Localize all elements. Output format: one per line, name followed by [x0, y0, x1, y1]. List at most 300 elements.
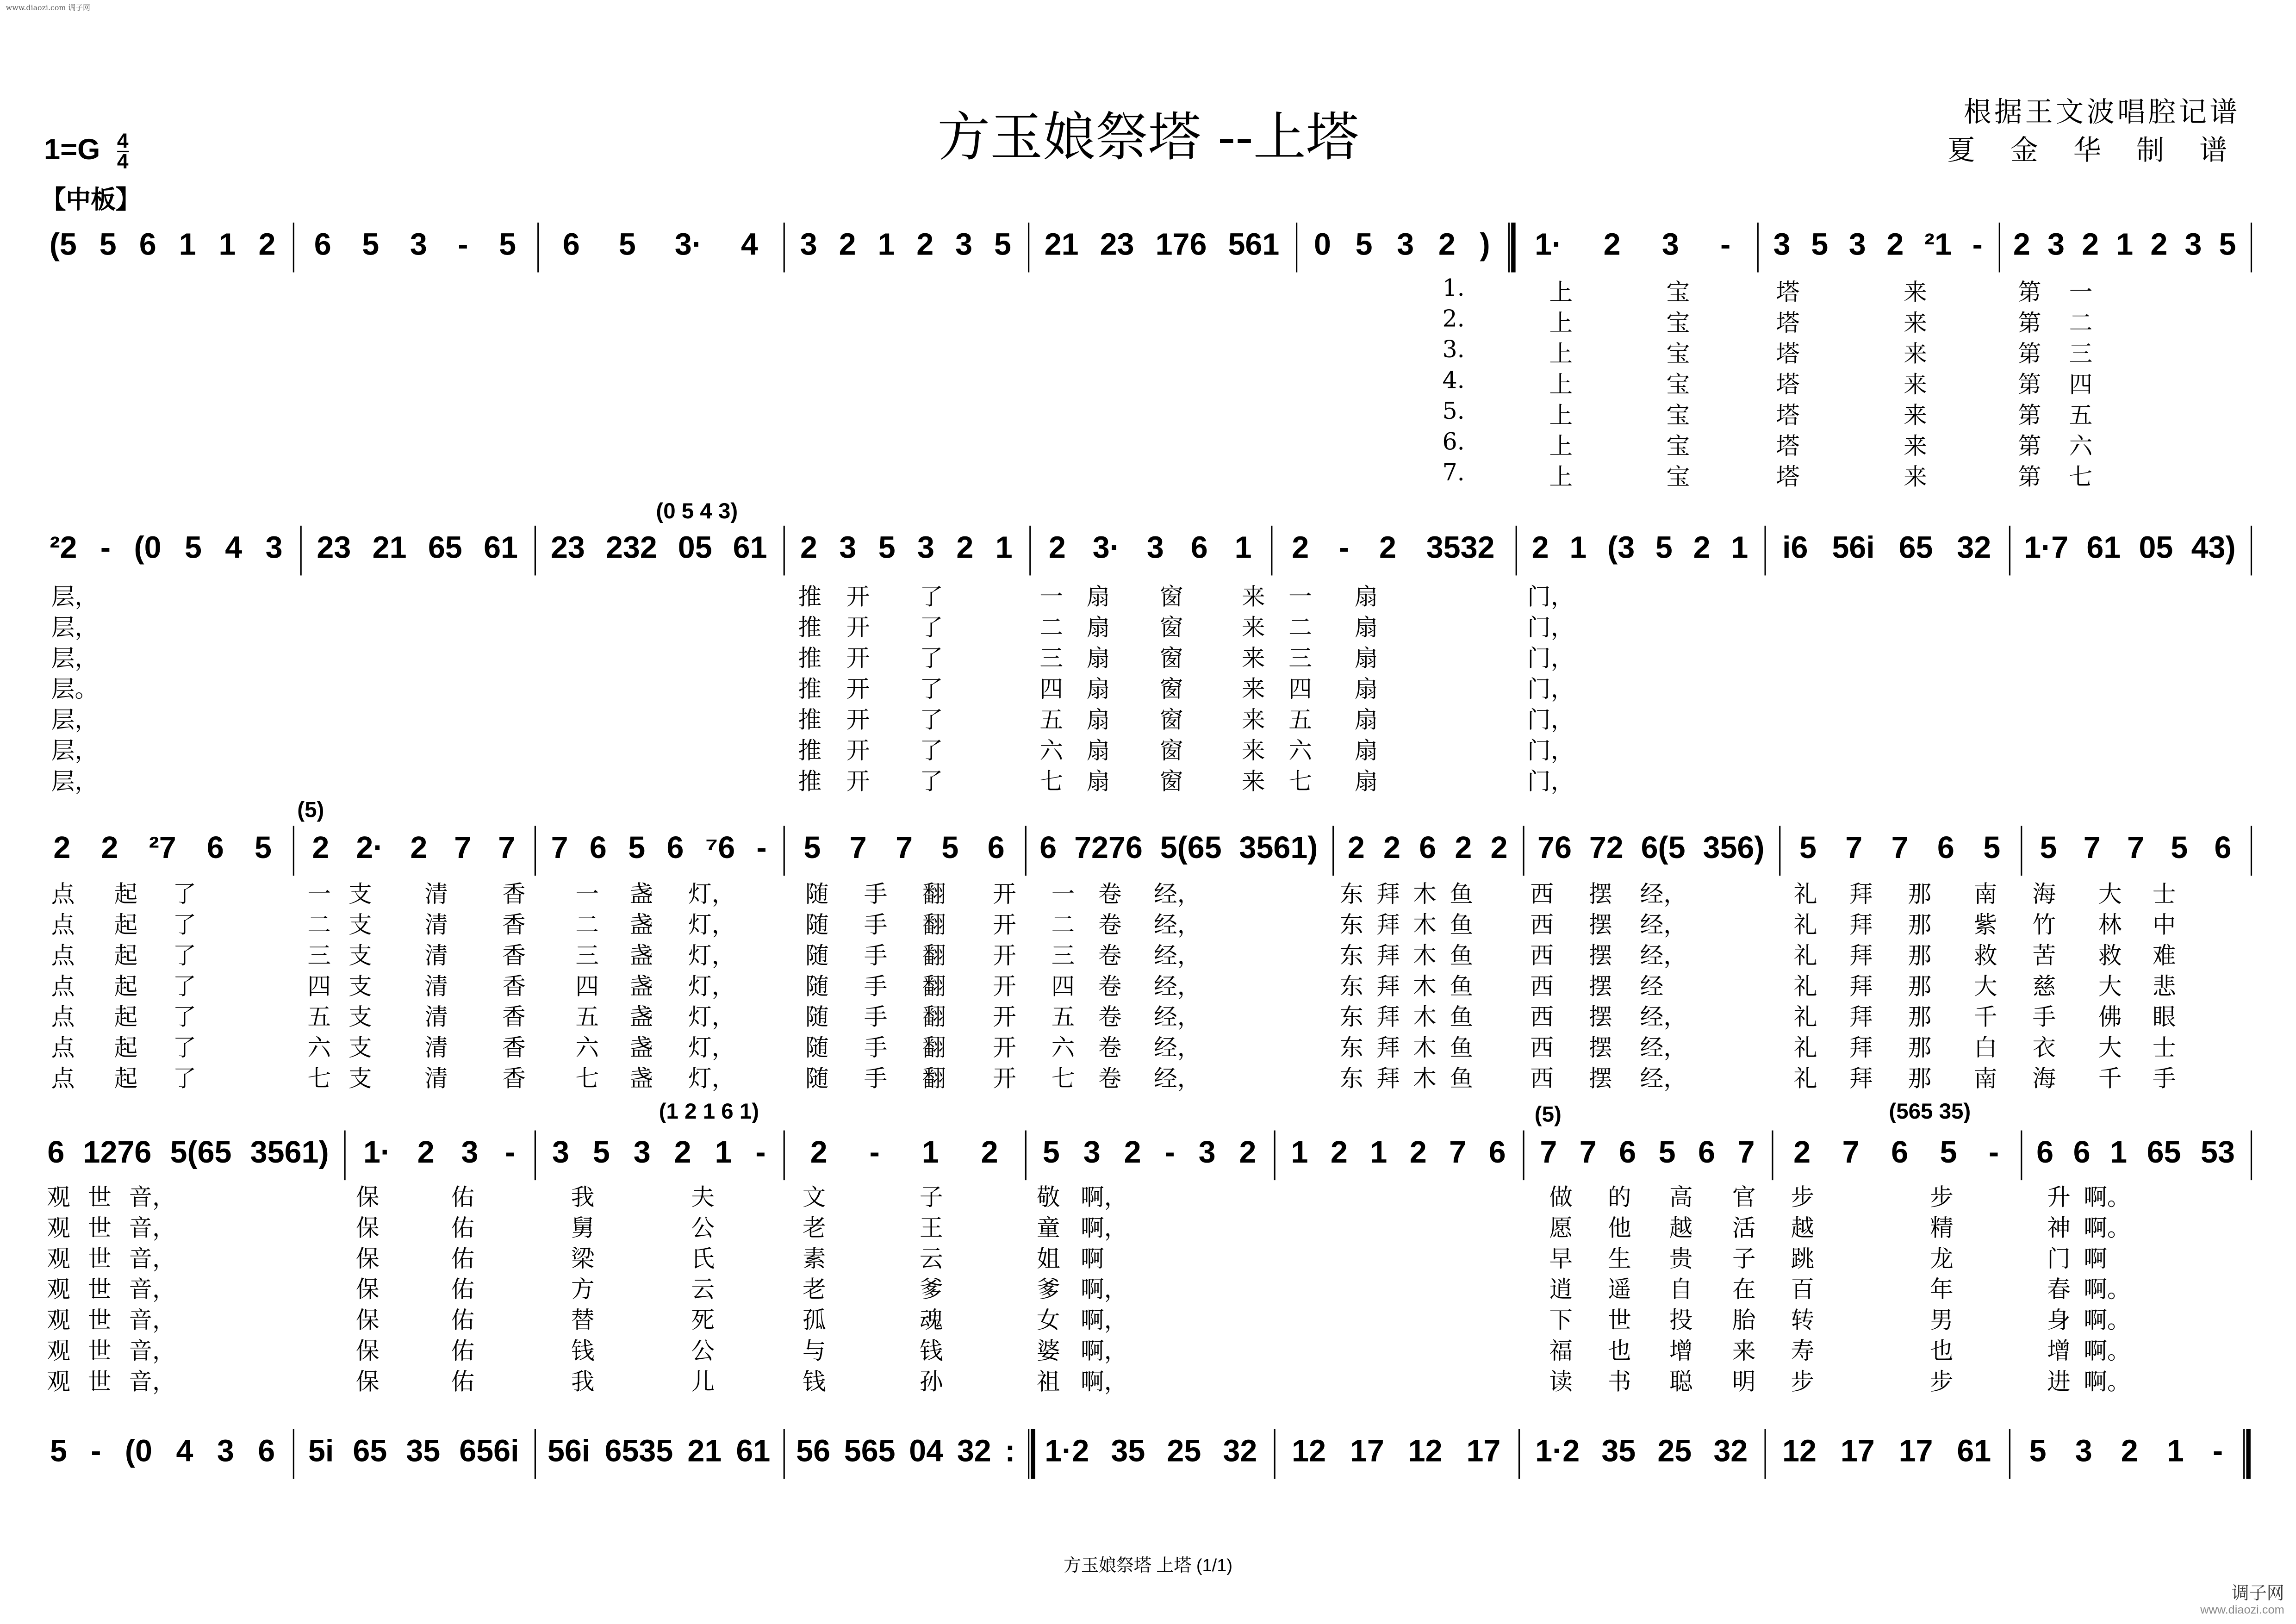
note-group: 2	[800, 531, 817, 566]
time-bottom: 4	[117, 149, 129, 173]
lyric-syllable: 老	[802, 1275, 826, 1303]
lyric-syllable: 灯，	[688, 1003, 735, 1031]
lyric-syllable: 紫	[1973, 910, 1997, 939]
lyric-syllable: 升	[2047, 1183, 2071, 1211]
note-group: 5	[184, 531, 202, 566]
lyric-syllable: 经，	[1640, 1064, 1687, 1093]
lyric-syllable: 舅	[571, 1213, 595, 1242]
lyric-syllable: 孙	[919, 1368, 943, 1396]
credit-source: 根据王文波唱腔记谱	[1963, 96, 2240, 129]
lyric-syllable: 扇	[1086, 705, 1110, 734]
lyric-syllable: 音，	[129, 1244, 176, 1273]
lyric-syllable: 三	[1288, 644, 1312, 672]
lyric-syllable: 王	[919, 1213, 943, 1242]
lyric-syllable: 官	[1732, 1183, 1756, 1211]
lyric-syllable: 与	[802, 1337, 826, 1365]
measure	[540, 823, 778, 876]
lyric-syllable: 经，	[1154, 1033, 1201, 1062]
lyric-syllable: 大	[2098, 972, 2122, 1000]
lyric-syllable: 那	[1908, 1033, 1932, 1062]
note-group: 1	[1370, 1136, 1388, 1170]
lyric-syllable: 拜	[1849, 941, 1873, 970]
note-group: 3	[1661, 228, 1679, 262]
note-group: 5	[362, 228, 380, 262]
lyric-syllable: 上	[1549, 278, 1573, 306]
measure	[1277, 523, 1510, 576]
lyric-syllable: 千	[2098, 1064, 2122, 1093]
lyric-syllable: 啊，	[1080, 1337, 1128, 1365]
note-group: 32	[1957, 531, 1991, 566]
lyric-syllable: 门，	[1527, 767, 1574, 795]
note-group: 6	[2036, 1136, 2054, 1170]
barline	[1332, 826, 1334, 876]
note-group: 25	[1167, 1435, 1201, 1469]
lyric-syllable: 层，	[51, 736, 99, 765]
lyric-syllable: 六	[1039, 736, 1064, 765]
note-group: 7276	[1074, 832, 1143, 865]
lyric-syllable: 佑	[451, 1213, 475, 1242]
measure	[789, 1127, 1019, 1180]
barline	[1029, 526, 1031, 576]
measure	[299, 823, 529, 876]
lyric-syllable: 下	[1549, 1306, 1573, 1334]
lyric-syllable: 了	[173, 880, 197, 908]
lyric-syllable: 窗	[1159, 613, 1183, 641]
lyric-syllable: 卷	[1098, 972, 1122, 1000]
note-group: 2	[1124, 1136, 1141, 1170]
barline	[1779, 826, 1781, 876]
lyric-syllable: 佑	[451, 1337, 475, 1365]
lyric-syllable: 保	[355, 1368, 380, 1396]
note-group: 3	[1397, 228, 1414, 262]
lyric-syllable: 灯，	[688, 880, 735, 908]
note-group: 565	[844, 1435, 896, 1469]
note-group: 2	[312, 832, 330, 865]
lyric-syllable: 做	[1549, 1183, 1573, 1211]
note-group: 2	[1292, 531, 1309, 566]
site-logo	[2200, 1583, 2284, 1618]
lyric-syllable: 公	[691, 1213, 715, 1242]
note-group: 5	[1811, 228, 1829, 262]
lyric-syllable: 卷	[1098, 941, 1122, 970]
note-group: 1	[1569, 531, 1587, 566]
lyric-syllable: 他	[1607, 1213, 1631, 1242]
measure	[299, 220, 531, 273]
watermark: www.diaozi.com 调子网	[6, 4, 90, 13]
lyric-syllable: 了	[919, 644, 943, 672]
note-group: 5	[1658, 1136, 1676, 1170]
note-group: 3	[461, 1136, 479, 1170]
barline	[1274, 1429, 1276, 1479]
lyric-syllable: 保	[355, 1306, 380, 1334]
barline	[300, 526, 302, 576]
lyric-syllable: 了	[173, 1003, 197, 1031]
note-group: 2	[981, 1136, 998, 1170]
lyric-syllable: 难	[2152, 941, 2176, 970]
note-group: i6	[1782, 531, 1808, 566]
lyric-syllable: 那	[1908, 880, 1932, 908]
lyric-syllable: 啊。	[2084, 1213, 2131, 1242]
note-group: 2	[1438, 228, 1456, 262]
lyric-syllable: 开	[846, 613, 870, 641]
lyric-syllable: 开	[846, 583, 870, 611]
lyric-syllable: 儿	[691, 1368, 715, 1396]
lyric-syllable: 转	[1791, 1306, 1815, 1334]
lyric-syllable: 逍	[1549, 1275, 1573, 1303]
note-group: 56i	[1832, 531, 1875, 566]
lyric-syllable: 海	[2032, 880, 2056, 908]
lyric-syllable: 木	[1413, 972, 1437, 1000]
note-group: 3	[2047, 228, 2065, 262]
note-group: (3	[1607, 531, 1635, 566]
lyric-syllable: 木	[1413, 910, 1437, 939]
note-group: 32	[1713, 1435, 1748, 1469]
note-group: (0	[134, 531, 162, 566]
lyric-syllable: 遥	[1607, 1275, 1631, 1303]
lyric-syllable: 点	[51, 880, 75, 908]
lyric-syllable: 开	[846, 644, 870, 672]
lyric-syllable: 起	[114, 1003, 138, 1031]
lyric-syllable: 第	[2017, 278, 2041, 306]
lyric-syllable: 层，	[51, 705, 99, 734]
note-group: 5	[878, 531, 896, 566]
lyric-syllable: 上	[1549, 462, 1573, 491]
lyric-syllable: 随	[805, 910, 829, 939]
lyric-syllable: 扇	[1354, 767, 1378, 795]
note-group: 3·	[674, 228, 702, 262]
note-group: -	[1164, 1136, 1175, 1170]
lyric-syllable: 第	[2017, 401, 2041, 429]
lyric-syllable: 西	[1530, 941, 1554, 970]
note-group: 1·	[1535, 228, 1562, 262]
lyric-syllable: 拜	[1849, 1003, 1873, 1031]
lyric-syllable: 了	[919, 583, 943, 611]
lyric-syllable: 支	[348, 910, 372, 939]
lyric-syllable: 了	[919, 675, 943, 703]
note-group: 6	[2214, 832, 2232, 865]
lyric-syllable: 宝	[1666, 401, 1690, 429]
measure	[2027, 1127, 2245, 1180]
note-group: 3	[265, 531, 283, 566]
note-group: 21	[372, 531, 407, 566]
note-group: (5	[49, 228, 77, 262]
lyric-syllable: 大	[2098, 1033, 2122, 1062]
measure	[2004, 220, 2245, 273]
note-group: 43)	[2191, 531, 2236, 566]
note-group: 3	[633, 1136, 651, 1170]
measure	[1529, 823, 1773, 876]
lyric-syllable: 也	[1607, 1337, 1631, 1365]
lyric-syllable: 贵	[1669, 1244, 1693, 1273]
lyric-syllable: 书	[1607, 1368, 1631, 1396]
lyric-syllable: 扇	[1354, 613, 1378, 641]
note-group: 3	[839, 531, 857, 566]
barline	[1999, 223, 2001, 273]
lyric-syllable: 夫	[691, 1183, 715, 1211]
note-group: 3	[917, 531, 935, 566]
lyric-syllable: 一	[1288, 583, 1312, 611]
lyric-syllable: 拜	[1376, 1033, 1400, 1062]
lyric-syllable: 宝	[1666, 309, 1690, 337]
note-group: 7	[1845, 832, 1863, 865]
note-group: 3	[955, 228, 973, 262]
note-group: 3	[1773, 228, 1791, 262]
lyric-syllable: 来	[1904, 278, 1927, 306]
note-group: 61	[733, 531, 767, 566]
lyric-syllable: 礼	[1793, 1064, 1817, 1093]
lyric-syllable: 点	[51, 1003, 75, 1031]
note-group: 2	[1330, 1136, 1348, 1170]
lyric-syllable: 在	[1732, 1275, 1756, 1303]
lyric-syllable: 东	[1339, 972, 1363, 1000]
note-group: 21	[1044, 228, 1079, 262]
lyric-syllable: 卷	[1098, 880, 1122, 908]
note-group: 65	[428, 531, 462, 566]
lyric-syllable: 翻	[922, 1064, 946, 1093]
lyric-syllable: 起	[114, 972, 138, 1000]
lyric-syllable: 早	[1549, 1244, 1573, 1273]
lyric-syllable: 观	[47, 1213, 70, 1242]
note-group: 5	[941, 832, 959, 865]
note-group: 7	[849, 832, 867, 865]
lyric-syllable: 扇	[1086, 583, 1110, 611]
note-group: -	[1988, 1136, 1999, 1170]
lyric-syllable: 手	[2032, 1003, 2056, 1031]
lyric-syllable: 投	[1669, 1306, 1693, 1334]
lyric-syllable: 增	[2047, 1337, 2071, 1365]
lyric-syllable: 音，	[129, 1213, 176, 1242]
lyric-syllable: 精	[1930, 1213, 1954, 1242]
note-group: 2	[1531, 531, 1549, 566]
lyric-syllable: 随	[805, 941, 829, 970]
lyric-syllable: 五	[1039, 705, 1064, 734]
lyric-syllable: 翻	[922, 941, 946, 970]
note-group: 1276	[83, 1136, 152, 1170]
lyric-syllable: 也	[1930, 1337, 1954, 1365]
measure	[1034, 1426, 1268, 1479]
lyric-syllable: 南	[1973, 1064, 1997, 1093]
note-group: 2	[839, 228, 856, 262]
lyric-syllable: 点	[51, 1033, 75, 1062]
lyric-syllable: 钱	[571, 1337, 595, 1365]
lyric-syllable: 卷	[1098, 910, 1122, 939]
lyric-syllable: 上	[1549, 401, 1573, 429]
lyric-syllable: 上	[1549, 340, 1573, 368]
lyric-syllable: 起	[114, 1064, 138, 1093]
annotation: (0 5 4 3)	[656, 499, 738, 524]
lyric-syllable: 西	[1530, 1064, 1554, 1093]
lyric-syllable: 龙	[1930, 1244, 1954, 1273]
annotation: (565 35)	[1889, 1100, 1971, 1125]
lyric-syllable: 推	[798, 705, 821, 734]
lyric-syllable: 第	[2017, 432, 2041, 460]
annotation: (5)	[1534, 1102, 1562, 1128]
note-group: 61	[736, 1435, 771, 1469]
note-group: 65	[1898, 531, 1933, 566]
note-group: 05	[678, 531, 712, 566]
note-group: 3	[1848, 228, 1866, 262]
note-group: 1·2	[1045, 1435, 1089, 1469]
note-group: 32	[957, 1435, 991, 1469]
note-group: -	[2213, 1435, 2223, 1469]
lyric-syllable: 支	[348, 972, 372, 1000]
lyric-syllable: 保	[355, 1213, 380, 1242]
barline	[784, 1131, 785, 1181]
lyric-syllable: 经，	[1640, 880, 1687, 908]
lyric-syllable: 四	[307, 972, 331, 1000]
lyric-syllable: 清	[424, 1003, 448, 1031]
note-group: 656i	[459, 1435, 519, 1469]
lyric-syllable: 一	[1051, 880, 1075, 908]
lyric-syllable: 四	[1039, 675, 1064, 703]
note-group: 6	[1488, 1136, 1506, 1170]
lyric-syllable: 身	[2047, 1306, 2071, 1334]
lyric-syllable: 拜	[1849, 1064, 1873, 1093]
lyric-syllable: 起	[114, 880, 138, 908]
lyric-syllable: 救	[1973, 941, 1997, 970]
lyric-syllable: 音，	[129, 1337, 176, 1365]
note-group: 1	[2110, 1136, 2128, 1170]
lyric-syllable: 素	[802, 1244, 826, 1273]
lyric-syllable: 拜	[1849, 1033, 1873, 1062]
lyric-syllable: 4.	[1442, 366, 1465, 394]
lyric-syllable: 明	[1732, 1368, 1756, 1396]
lyric-syllable: 婆	[1037, 1337, 1060, 1365]
measure	[306, 523, 529, 576]
lyric-syllable: 开	[846, 767, 870, 795]
lyric-syllable: 塔	[1776, 462, 1800, 491]
lyric-syllable: 音，	[129, 1275, 176, 1303]
measure	[1338, 823, 1517, 876]
note-group: 5	[1655, 531, 1673, 566]
lyric-syllable: 手	[864, 972, 888, 1000]
lyric-syllable: 白	[1973, 1033, 1997, 1062]
note-group: 2	[417, 1136, 435, 1170]
lyric-syllable: 开	[993, 1033, 1016, 1062]
lyric-syllable: 卷	[1098, 1033, 1122, 1062]
lyric-syllable: 层，	[51, 613, 99, 641]
lyric-syllable: 窗	[1159, 644, 1183, 672]
lyric-syllable: 寿	[1791, 1337, 1815, 1365]
lyric-syllable: 翻	[922, 910, 946, 939]
lyric-syllable: 清	[424, 880, 448, 908]
lyric-syllable: 啊，	[1080, 1213, 1128, 1242]
lyric-syllable: 五	[2069, 401, 2093, 429]
lyric-syllable: 二	[1039, 613, 1064, 641]
note-group: 1	[1291, 1136, 1308, 1170]
barline	[2243, 1429, 2251, 1479]
barline	[2021, 826, 2022, 876]
measure	[1514, 220, 1751, 273]
note-group: 5	[50, 1435, 67, 1469]
note-group: 17	[1350, 1435, 1384, 1469]
note-group: 7	[2127, 832, 2144, 865]
measure	[1778, 1127, 2015, 1180]
barline	[784, 826, 785, 876]
lyric-syllable: 手	[864, 1003, 888, 1031]
note-group: 176	[1155, 228, 1207, 262]
note-group: -	[756, 832, 767, 865]
note-group: 1	[1234, 531, 1252, 566]
lyric-syllable: 拜	[1849, 910, 1873, 939]
lyric-syllable: 世	[87, 1337, 112, 1365]
lyric-syllable: 卷	[1098, 1003, 1122, 1031]
lyric-syllable: 了	[919, 705, 943, 734]
lyric-syllable: 经，	[1640, 1033, 1687, 1062]
lyric-syllable: 来	[1241, 644, 1265, 672]
logo-url: www.diaozi.com	[2200, 1603, 2284, 1617]
lyric-syllable: 窗	[1159, 675, 1183, 703]
note-group: 53	[2200, 1136, 2235, 1170]
note-group: 6	[1419, 832, 1437, 865]
lyric-syllable: 手	[864, 880, 888, 908]
lyric-syllable: 五	[1288, 705, 1312, 734]
lyric-syllable: 福	[1549, 1337, 1573, 1365]
lyric-syllable: 上	[1549, 432, 1573, 460]
lyric-syllable: 三	[1051, 941, 1075, 970]
measure	[1524, 1426, 1759, 1479]
lyric-syllable: 3.	[1442, 335, 1465, 363]
lyric-syllable: 保	[355, 1244, 380, 1273]
note-group: 5	[2219, 228, 2236, 262]
lyric-syllable: 塔	[1776, 401, 1800, 429]
note-group: 3	[1198, 1136, 1216, 1170]
lyric-syllable: 那	[1908, 1064, 1932, 1093]
lyric-syllable: 扇	[1354, 675, 1378, 703]
lyric-syllable: 二	[1288, 613, 1312, 641]
note-group: 6	[1619, 1136, 1636, 1170]
lyric-syllable: 步	[1930, 1183, 1954, 1211]
lyric-syllable: 佑	[451, 1183, 475, 1211]
lyric-syllable: 世	[87, 1183, 112, 1211]
lyric-syllable: 那	[1908, 910, 1932, 939]
note-group: 25	[1657, 1435, 1692, 1469]
lyric-syllable: 西	[1530, 972, 1554, 1000]
measure	[789, 220, 1022, 273]
music-line	[0, 220, 2296, 279]
lyric-syllable: 手	[2152, 1064, 2176, 1093]
measure	[1280, 1127, 1517, 1180]
note-group: 2	[1693, 531, 1711, 566]
lyric-syllable: 推	[798, 583, 821, 611]
lyric-syllable: 云	[691, 1275, 715, 1303]
lyric-syllable: 随	[805, 972, 829, 1000]
barline	[2251, 223, 2252, 273]
lyric-syllable: 层，	[51, 767, 99, 795]
note-group: 7	[454, 832, 472, 865]
lyric-syllable: 翻	[922, 1033, 946, 1062]
lyric-syllable: 观	[47, 1306, 70, 1334]
lyric-syllable: 起	[114, 910, 138, 939]
lyric-syllable: 六	[575, 1033, 599, 1062]
measure	[299, 1426, 529, 1479]
note-group: 5	[2171, 832, 2188, 865]
measure	[38, 220, 287, 273]
note-group: 12	[1782, 1435, 1817, 1469]
logo-name: 调子网	[2231, 1583, 2284, 1604]
lyric-syllable: 盏	[629, 1003, 653, 1031]
lyric-syllable: 来	[1904, 432, 1927, 460]
lyric-syllable: 开	[846, 736, 870, 765]
lyric-syllable: 宝	[1666, 462, 1690, 491]
lyric-syllable: 翻	[922, 880, 946, 908]
lyric-syllable: 来	[1241, 583, 1265, 611]
lyric-syllable: 啊。	[2084, 1306, 2131, 1334]
lyric-syllable: 南	[1973, 880, 1997, 908]
barline	[535, 526, 536, 576]
lyric-syllable: 观	[47, 1183, 70, 1211]
measure	[38, 1127, 338, 1180]
